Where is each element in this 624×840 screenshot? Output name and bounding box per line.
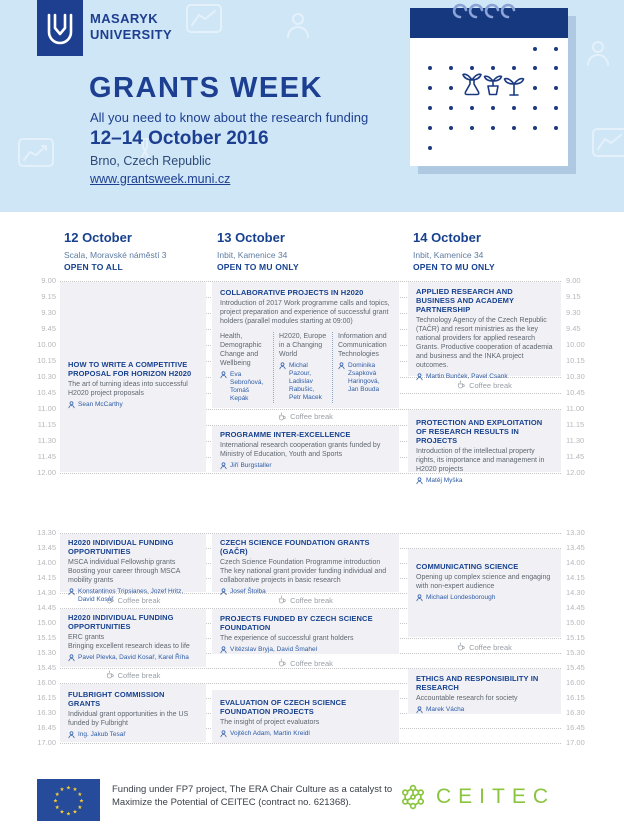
- time-label: 15.45: [37, 663, 56, 672]
- time-label: 10.15: [566, 356, 585, 365]
- time-label: 13.30: [37, 528, 56, 537]
- person-doodle-icon: [286, 12, 310, 38]
- chart-doodle-icon: [186, 4, 222, 34]
- coffee-break-label: Coffee break: [469, 642, 512, 652]
- event-title: HOW TO WRITE A COMPETITIVE PROPOSAL FOR HORIZON H2020: [68, 360, 192, 378]
- day-access: OPEN TO ALL: [64, 262, 123, 272]
- event-description: Technology Agency of the Czech Republic (TAČR) and resort ministries as the key national providers for applied research Grants. Productive cooperation of academia and business and the INKA project outcomes.: [416, 317, 553, 369]
- day-venue: Inbit, Kamenice 34: [413, 250, 484, 260]
- event-card: [212, 609, 399, 654]
- event-title: COMMUNICATING SCIENCE: [416, 562, 519, 571]
- event-speakers: Marek Vácha: [416, 706, 553, 714]
- flask-sprout-icon: [465, 80, 479, 95]
- time-label: 16.15: [566, 693, 585, 702]
- time-label: 13.45: [37, 543, 56, 552]
- sprout-icon: [505, 79, 524, 95]
- time-label: 10.00: [37, 340, 56, 349]
- person-icon: [416, 594, 423, 602]
- coffee-cup-icon: [106, 595, 114, 605]
- time-label: 14.45: [566, 603, 585, 612]
- time-label: 15.30: [566, 648, 585, 657]
- time-label: 16.30: [37, 708, 56, 717]
- module-speakers: Eva Sebroňová, Tomáš Kepák: [220, 371, 269, 403]
- svg-text:★: ★: [53, 798, 58, 805]
- event-card: [408, 282, 561, 380]
- event-description: MSCA individual Fellowship grants: [68, 559, 176, 566]
- coffee-break: [212, 409, 399, 424]
- ceitec-wordmark: CEITEC: [436, 785, 556, 808]
- day-title: 14 October: [413, 230, 481, 245]
- day-venue: Scala, Moravské náměstí 3: [64, 250, 167, 260]
- header-banner: [0, 0, 624, 212]
- event-description: Opening up complex science and engaging with non-expert audience: [416, 574, 551, 590]
- event-title: PROJECTS FUNDED BY CZECH SCIENCE FOUNDATION: [220, 614, 373, 632]
- time-label: 15.30: [37, 648, 56, 657]
- time-label: 14.15: [37, 573, 56, 582]
- event-title: ETHICS AND RESPONSIBILITY IN RESEARCH: [416, 674, 539, 692]
- person-icon: [416, 706, 423, 714]
- coffee-break-label: Coffee break: [117, 595, 161, 605]
- svg-text:★: ★: [66, 785, 71, 792]
- module-topic: H2020, Europe in a Changing World: [279, 333, 327, 358]
- chart-doodle-icon: [592, 128, 624, 158]
- time-label: 15.45: [566, 663, 585, 672]
- calendar-dots-graphic: [410, 8, 568, 166]
- event-description: Accountable research for society: [416, 695, 518, 702]
- time-label: 10.45: [566, 388, 585, 397]
- coffee-break-label: Coffee break: [469, 380, 512, 390]
- time-label: 10.00: [566, 340, 585, 349]
- website-link[interactable]: www.grantsweek.muni.cz: [90, 172, 231, 186]
- time-label: 16.15: [37, 693, 56, 702]
- event-description: International research cooperation grants funded by Ministry of Education, Youth and Sports: [220, 442, 381, 458]
- time-label: 16.00: [566, 678, 585, 687]
- event-card: [60, 684, 206, 742]
- time-label: 12.00: [566, 468, 585, 477]
- module-topic: Information and Communication Technologies: [338, 333, 387, 358]
- coffee-cup-icon: [457, 642, 465, 652]
- event-card: [408, 549, 561, 637]
- university-name-line2: UNIVERSITY: [90, 27, 173, 42]
- event-card: [60, 282, 206, 472]
- module: [332, 332, 391, 403]
- time-label: 11.15: [566, 420, 585, 429]
- event-card: [60, 609, 206, 667]
- page-subtitle: All you need to know about the research funding: [90, 110, 369, 125]
- time-gridline: [60, 743, 561, 744]
- svg-text:★: ★: [77, 805, 83, 811]
- time-label: 13.30: [566, 528, 585, 537]
- svg-text:★: ★: [59, 809, 65, 816]
- time-label: 9.15: [41, 292, 56, 301]
- person-icon: [279, 362, 286, 370]
- mu-logo: [37, 0, 83, 56]
- ceitec-logo: [398, 782, 555, 812]
- event-card: [212, 690, 399, 743]
- mu-logo-icon: [45, 9, 75, 47]
- event-title: H2020 INDIVIDUAL FUNDING OPPORTUNITIES: [68, 613, 174, 631]
- person-icon: [68, 401, 75, 409]
- chart-doodle-icon: [18, 138, 54, 168]
- event-title: FULBRIGHT COMMISSION GRANTS: [68, 690, 165, 708]
- time-label: 11.00: [37, 404, 56, 413]
- svg-text:★: ★: [66, 811, 71, 818]
- event-speakers: Vojtěch Adam, Martin Kreidl: [220, 730, 391, 738]
- event-speakers: Josef Štolba: [220, 588, 391, 596]
- day-title: 12 October: [64, 230, 132, 245]
- time-label: 16.45: [37, 723, 56, 732]
- person-icon: [68, 731, 75, 739]
- event-description: Introduction of 2017 Work programme calls and topics, project preparation and experience of successful grant holders (parallel modules starting at 09:00): [220, 300, 390, 325]
- module: [273, 332, 332, 403]
- coffee-break: [60, 593, 206, 607]
- person-icon: [220, 371, 227, 379]
- svg-text:★: ★: [59, 787, 65, 793]
- event-speakers: Pavel Plevka, David Kosař, Karel Říha: [68, 654, 198, 662]
- time-label: 9.00: [566, 276, 581, 285]
- svg-text:★: ★: [54, 792, 60, 798]
- event-title: COLLABORATIVE PROJECTS IN H2020: [220, 288, 364, 297]
- time-label: 17.00: [37, 738, 56, 747]
- coffee-break: [212, 656, 399, 670]
- svg-text:★: ★: [54, 805, 60, 811]
- event-card: [212, 282, 399, 408]
- event-description: Introduction of the intellectual property rights, its importance and management in H2020 projects: [416, 448, 545, 473]
- module-speakers: Dominika Zsapková Haringová, Jan Bouda: [338, 362, 387, 394]
- time-label: 15.15: [37, 633, 56, 642]
- event-dates: 12–14 October 2016: [90, 128, 269, 149]
- person-icon: [220, 646, 227, 654]
- svg-text:★: ★: [72, 809, 78, 816]
- coffee-break-label: Coffee break: [290, 412, 333, 421]
- day-column-header-2: [217, 230, 299, 272]
- university-name: [90, 11, 172, 43]
- event-title: PROTECTION AND EXPLOITATION OF RESEARCH RESULTS IN PROJECTS: [416, 418, 543, 445]
- coffee-break-label: Coffee break: [290, 595, 333, 605]
- event-speakers: Matěj Myška: [416, 477, 553, 485]
- time-label: 13.45: [566, 543, 585, 552]
- event-speakers: Vítězslav Bryja, David Šmahel: [220, 646, 391, 654]
- day-column-header-3: [413, 230, 495, 272]
- day-title: 13 October: [217, 230, 285, 245]
- event-speakers: Ing. Jakub Tesař: [68, 731, 198, 739]
- event-card: [408, 410, 561, 484]
- time-label: 14.30: [37, 588, 56, 597]
- module-speakers: Michal Pazour, Ladislav Rabušic, Petr Macek: [279, 362, 328, 402]
- module: [220, 332, 273, 403]
- time-label: 16.30: [566, 708, 585, 717]
- event-title: CZECH SCIENCE FOUNDATION GRANTS (GAČR): [220, 538, 370, 556]
- event-location: Brno, Czech Republic: [90, 154, 211, 168]
- event-description: The art of turning ideas into successful H2020 project proposals: [68, 381, 188, 397]
- time-label: 11.00: [566, 404, 585, 413]
- event-card: [212, 534, 399, 595]
- module-topic: Health, Demographic Change and Wellbeing: [220, 333, 262, 367]
- person-icon: [68, 654, 75, 662]
- time-label: 14.00: [37, 558, 56, 567]
- event-description: ERC grants: [68, 634, 105, 641]
- coffee-break-label: Coffee break: [290, 658, 333, 668]
- time-label: 15.00: [37, 618, 56, 627]
- person-doodle-icon: [586, 40, 610, 66]
- time-label: 9.00: [41, 276, 56, 285]
- time-label: 11.30: [37, 436, 56, 445]
- person-icon: [220, 462, 227, 470]
- time-label: 12.00: [37, 468, 56, 477]
- time-label: 9.30: [566, 308, 581, 317]
- event-speakers: Konstantinos Tripsianes, Jozef Hritz, David Kosař: [68, 588, 198, 604]
- event-description: The key national grant provider funding individual and collaborative projects in basic research: [220, 568, 387, 584]
- svg-text:★: ★: [72, 787, 78, 793]
- time-label: 9.45: [41, 324, 56, 333]
- coffee-break: [408, 378, 561, 392]
- event-description: The experience of successful grant holders: [220, 635, 354, 642]
- event-description: Bringing excellent research ideas to life: [68, 643, 190, 650]
- time-label: 9.45: [566, 324, 581, 333]
- parallel-modules: [220, 332, 391, 403]
- event-description: Boosting your career through MSCA mobility grants: [68, 568, 181, 584]
- day-column-header-1: [64, 230, 167, 272]
- time-label: 9.15: [566, 292, 581, 301]
- eu-flag: [37, 779, 100, 821]
- time-label: 9.30: [41, 308, 56, 317]
- person-icon: [338, 362, 345, 370]
- university-name-line1: MASARYK: [90, 11, 159, 26]
- svg-text:★: ★: [79, 798, 84, 805]
- funding-acknowledgement: Funding under FP7 project, The ERA Chair Culture as a catalyst to Maximize the Potential of CEITEC (contract no. 621368).: [112, 784, 393, 808]
- time-label: 11.45: [37, 452, 56, 461]
- time-label: 15.00: [566, 618, 585, 627]
- event-card: [408, 669, 561, 714]
- time-label: 11.45: [566, 452, 585, 461]
- time-label: 10.30: [37, 372, 56, 381]
- day-access: OPEN TO MU ONLY: [413, 262, 495, 272]
- coffee-break-label: Coffee break: [117, 670, 161, 680]
- event-speakers: Martin Bunček, Pavel Csank: [416, 373, 553, 381]
- time-label: 14.15: [566, 573, 585, 582]
- page-title: GRANTS WEEK: [89, 72, 323, 104]
- event-title: APPLIED RESEARCH AND BUSINESS AND ACADEMY PARTNERSHIP: [416, 287, 514, 314]
- time-label: 16.00: [37, 678, 56, 687]
- time-label: 17.00: [566, 738, 585, 747]
- coffee-cup-icon: [278, 595, 286, 605]
- time-label: 11.15: [37, 420, 56, 429]
- event-title: EVALUATION OF CZECH SCIENCE FOUNDATION PROJECTS: [220, 698, 347, 716]
- coffee-cup-icon: [457, 380, 465, 390]
- time-label: 10.30: [566, 372, 585, 381]
- person-icon: [416, 477, 423, 485]
- day-venue: Inbit, Kamenice 34: [217, 250, 288, 260]
- coffee-cup-icon: [106, 670, 114, 680]
- person-icon: [220, 730, 227, 738]
- event-description: Individual grant opportunities in the US funded by Fulbright: [68, 711, 189, 727]
- event-card: [212, 426, 399, 472]
- time-label: 10.15: [37, 356, 56, 365]
- event-title: H2020 INDIVIDUAL FUNDING OPPORTUNITIES: [68, 538, 174, 556]
- calendar-card: [410, 8, 568, 166]
- day-access: OPEN TO MU ONLY: [217, 262, 299, 272]
- event-speakers: Michael Londesborough: [416, 594, 553, 602]
- time-label: 14.00: [566, 558, 585, 567]
- coffee-cup-icon: [278, 412, 286, 422]
- time-label: 14.30: [566, 588, 585, 597]
- time-label: 14.45: [37, 603, 56, 612]
- event-description: The insight of project evaluators: [220, 719, 320, 726]
- pot-sprout-icon: [488, 86, 498, 95]
- time-label: 10.45: [37, 388, 56, 397]
- event-speakers: Jiří Burgstaller: [220, 462, 391, 470]
- coffee-break: [212, 593, 399, 607]
- time-label: 11.30: [566, 436, 585, 445]
- coffee-break: [408, 640, 561, 654]
- event-title: PROGRAMME INTER-EXCELLENCE: [220, 430, 351, 439]
- event-description: Czech Science Foundation Programme introduction: [220, 559, 381, 566]
- ceitec-icon: [398, 782, 428, 812]
- time-label: 16.45: [566, 723, 585, 732]
- svg-text:★: ★: [77, 792, 83, 798]
- coffee-cup-icon: [278, 658, 286, 668]
- time-label: 15.15: [566, 633, 585, 642]
- event-speakers: Sean McCarthy: [68, 401, 198, 409]
- coffee-break: [60, 668, 206, 682]
